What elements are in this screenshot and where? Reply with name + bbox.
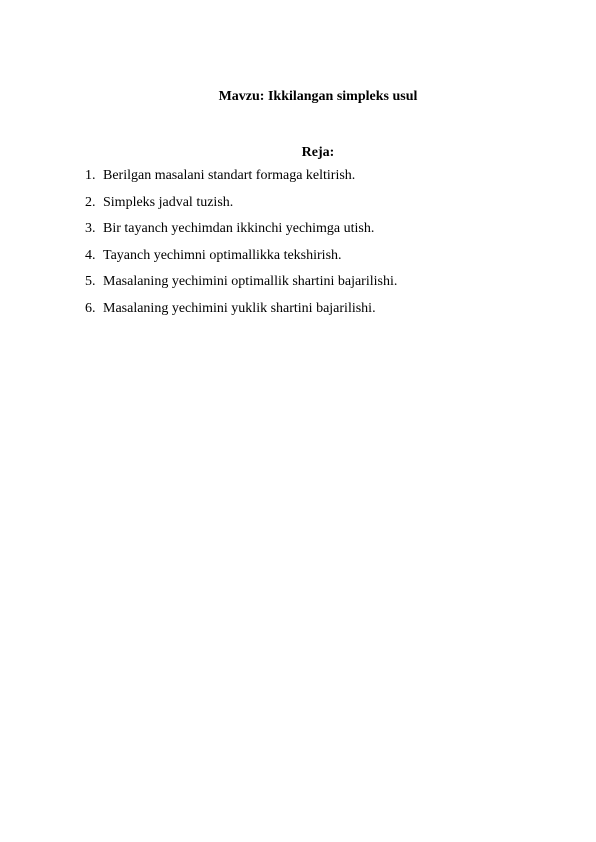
list-item [85,194,565,212]
list-item-number: 2. [85,194,96,210]
list-item-number: 4. [85,247,96,263]
list-item-text: Masalaning yechimini yuklik shartini bajarilishi. [103,300,376,316]
list-item [85,300,565,318]
list-item-text: Tayanch yechimni optimallikka tekshirish. [103,247,342,263]
list-item [85,167,565,185]
list-item-number: 3. [85,221,96,236]
list-item-number: 6. [85,300,96,316]
document-title: Mavzu: Ikkilangan simpleks usul [218,89,418,104]
list-item-text: Masalaning yechimini optimallik shartini bajarilishi. [103,274,398,289]
plan-heading: Reja: [301,145,335,160]
list-item [85,247,565,265]
list-item [85,220,565,238]
list-item-text: Simpleks jadval tuzish. [103,194,234,210]
list-item-number: 5. [85,274,96,289]
list-item-text: Bir tayanch yechimdan ikkinchi yechimga utish. [103,221,375,236]
list-item-text: Berilgan masalani standart formaga keltirish. [103,168,356,183]
list-item [85,273,565,291]
plan-list [85,167,565,326]
list-item-number: 1. [85,168,96,183]
